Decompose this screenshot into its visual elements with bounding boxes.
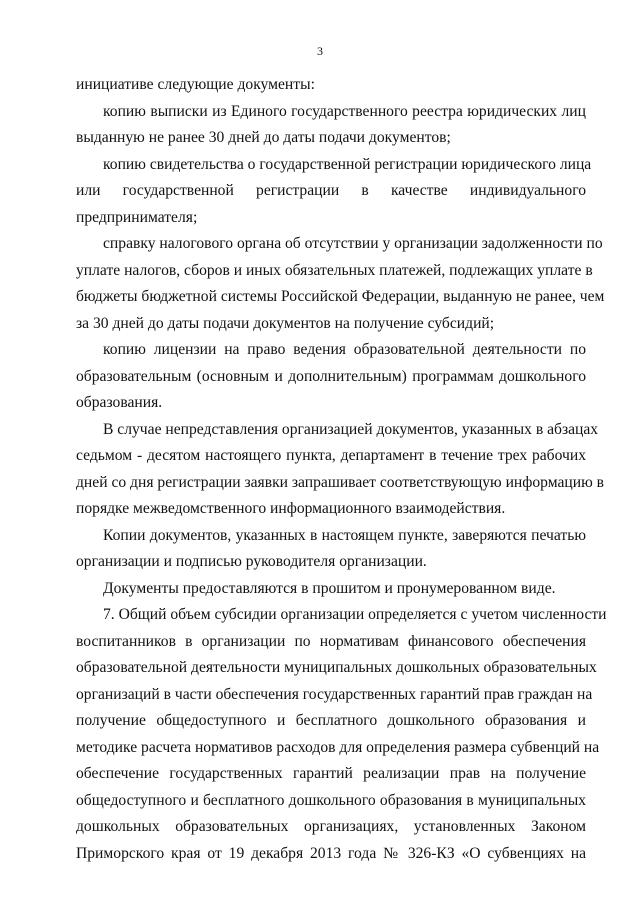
text-line: В случае непредставления организацией документов, указанных в абзацах (103, 420, 599, 438)
page-number: 3 (317, 44, 323, 58)
text-line: копию свидетельства о государственной регистрации юридического лица (103, 155, 592, 173)
text-line: образования. (76, 394, 163, 411)
text-line: копию выписки из Единого государственного реестра юридических лиц (103, 102, 586, 120)
text-line: 7. Общий объем субсидии организации определяется с учетом численности (103, 606, 607, 623)
text-line: дошкольных образовательных организациях, установленных Законом (76, 818, 586, 835)
text-line: выданную не ранее 30 дней до даты подачи документов; (76, 129, 451, 146)
text-line: образовательным (основным и дополнительным) программам дошкольного (76, 367, 586, 385)
text-line: методике расчета нормативов расходов для определения размера субвенций на (76, 738, 600, 756)
text-line: Приморского края от 19 декабря 2013 года № 326-КЗ «О субвенциях на (76, 844, 586, 862)
text-line: получение общедоступного и бесплатного дошкольного образования и (76, 712, 586, 729)
text-line: или государственной регистрации в качестве индивидуального (76, 182, 586, 199)
text-line: копию лицензии на право ведения образовательной деятельности по (103, 341, 586, 358)
text-line: общедоступного и бесплатного дошкольного образования в муниципальных (76, 791, 586, 809)
text-line: порядке межведомственного информационного взаимодействия. (76, 500, 506, 517)
text-line: бюджеты бюджетной системы Российской Федерации, выданную не ранее, чем (76, 288, 605, 305)
text-line: справку налогового органа об отсутствии у организации задолженности по (103, 235, 603, 252)
text-line: инициативе следующие документы: (76, 76, 315, 93)
text-line: за 30 дней до даты подачи документов на получение субсидий; (76, 314, 495, 332)
text-line: Копии документов, указанных в настоящем пункте, заверяются печатью (103, 526, 586, 544)
text-line: предпринимателя; (76, 208, 198, 226)
text-line: Документы предоставляются в прошитом и пронумерованном виде. (103, 579, 556, 597)
text-line: организации и подписью руководителя организации. (76, 553, 427, 570)
text-line: образовательной деятельности муниципальных дошкольных образовательных (76, 659, 597, 676)
document-body (76, 72, 607, 867)
text-line: уплате налогов, сборов и иных обязательных платежей, подлежащих уплате в (76, 261, 593, 279)
text-line: дней со дня регистрации заявки запрашивает соответствующую информацию в (76, 473, 605, 491)
text-line: седьмом - десятом настоящего пункта, департамент в течение трех рабочих (76, 447, 586, 464)
text-line: организаций в части обеспечения государственных гарантий прав граждан на (76, 685, 593, 703)
text-line: обеспечение государственных гарантий реализации прав на получение (76, 765, 586, 782)
text-line: воспитанников в организации по нормативам финансового обеспечения (76, 632, 586, 650)
